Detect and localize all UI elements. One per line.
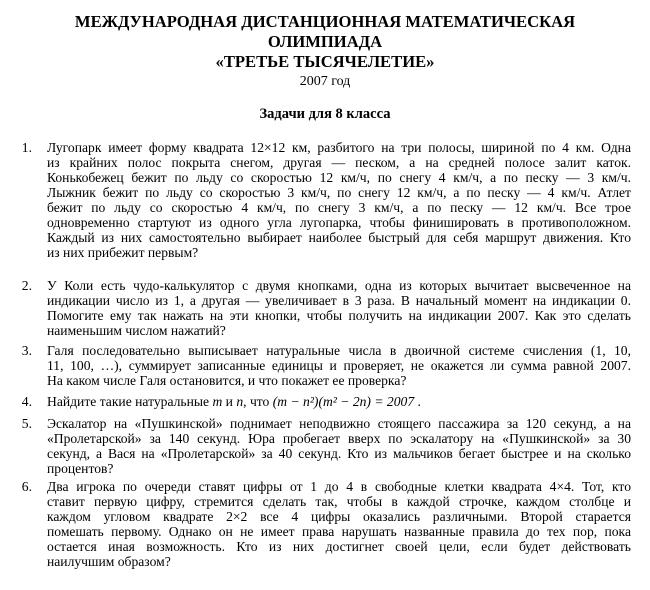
title-line-3: «ТРЕТЬЕ ТЫСЯЧЕЛЕТИЕ» (215, 52, 435, 71)
problem-line: У Коли есть чудо-калькулятор с двумя кнопками, одна из которых вычитает высвеченное на (47, 278, 631, 293)
problem-number: 4. (21, 394, 32, 409)
problem-number: 1. (21, 140, 32, 155)
problem-line (47, 394, 631, 409)
problem-line: бежит по льду со скоростью 4 км/ч, по снегу 3 км/ч, а по песку — 12 км/ч. Все трое (47, 200, 631, 215)
problem-line: помешать первому. Однако он не имеет права нарушать названные правила до тех пор, пока (47, 524, 631, 539)
variable-n: n (236, 394, 244, 409)
problem-number: 3. (21, 343, 32, 358)
problem-line: остается иная возможность. Кто из них достигнет своей цели, если будет действовать (47, 539, 631, 554)
problem-line: из крайних полос покрыта снегом, другая — песком, а на средней полосе залит каток. (47, 155, 631, 170)
year-label: 2007 год (299, 74, 351, 89)
problem-line: На каком числе Галя остановится, и что покажет ее проверка? (47, 373, 407, 388)
problem-line: Каждый из них самостоятельно выбирает наиболее быстрый для себя маршрут движения. Кто (47, 230, 631, 245)
problem-line: «Пролетарской» за 140 секунд. Юра пробегает вверх по эскалатору на «Пушкинской» за 30 (47, 431, 631, 446)
problem-text (47, 140, 631, 260)
problem-line: индикации число из 1, а другая — увеличивает в 3 раза. В начальный момент на индикации 0. (47, 293, 631, 308)
problem-line: Помогите ему так нажать на эти кнопки, чтобы получить на индикации 2007. Как это сделать (47, 308, 631, 323)
problem-number: 2. (21, 278, 32, 293)
problem-line: ставит первую цифру, стремится сделать так, чтобы в каждой строчке, каждом столбце и (47, 494, 631, 509)
problem-4-suffix: . (414, 394, 421, 409)
olympiad-title (30, 12, 620, 72)
problem-line: Галя последовательно выписывает натуральные числа в двоичной системе счисления (1, 10, (47, 343, 631, 358)
problem-line: наименьшим числом нажатий? (47, 323, 226, 338)
problem-4-mid: , что (243, 394, 273, 409)
variable-m: m (212, 394, 223, 409)
problem-line: секунд, а Вася на «Пролетарской» за 40 секунд. Кто из мальчиков бегает быстрее и на сколько (47, 446, 631, 461)
problem-line: одновременно стартуют из одного угла лугопарка, чтобы финишировать в противоположном. (47, 215, 631, 230)
problem-line: из них прибежит первым? (47, 245, 199, 260)
problem-4-prefix: Найдите такие натуральные (47, 394, 213, 409)
problem-line: Лыжник бежит по льду со скоростью 3 км/ч, по снегу 12 км/ч, а по песку — 4 км/ч. Атлет (47, 185, 631, 200)
problem-line: Конькобежец бежит по льду со скоростью 12 км/ч, по снегу 4 км/ч, а по песку — 3 км/ч. (47, 170, 631, 185)
problem-text (47, 394, 631, 409)
problem-line: Два игрока по очереди ставят цифры от 1 до 4 в свободные клетки квадрата 4×4. Тот, кто (47, 479, 631, 494)
title-line-1: МЕЖДУНАРОДНАЯ ДИСТАНЦИОННАЯ МАТЕМАТИЧЕСКАЯ (74, 12, 576, 31)
problem-text (47, 416, 631, 476)
conjunction: и (222, 394, 237, 409)
problem-text (47, 479, 631, 569)
problem-text (47, 343, 631, 388)
problem-number: 5. (21, 416, 32, 431)
problem-line: Эскалатор на «Пушкинской» поднимает неподвижно стоящего пассажира за 120 секунд, а на (47, 416, 631, 431)
grade-subtitle: Задачи для 8 класса (259, 106, 391, 122)
problem-line: 11, 100, …), суммирует записанные единицы и проверяет, не окажется ли сумма равной 2007. (47, 358, 631, 373)
problem-line: Лугопарк имеет форму квадрата 12×12 км, разбитого на три полосы, шириной по 4 км. Одна (47, 140, 631, 155)
problem-text (47, 278, 631, 338)
problem-line: каждом угловом квадрате 2×2 все 4 цифры оказались различными. Второй старается (47, 509, 631, 524)
problem-number: 6. (21, 479, 32, 494)
problem-line: процентов? (47, 461, 114, 476)
title-line-2: ОЛИМПИАДА (267, 32, 383, 51)
equation: (m − n²)(m² − 2n) = 2007 (272, 394, 415, 409)
problem-line: наилучшим образом? (47, 554, 171, 569)
